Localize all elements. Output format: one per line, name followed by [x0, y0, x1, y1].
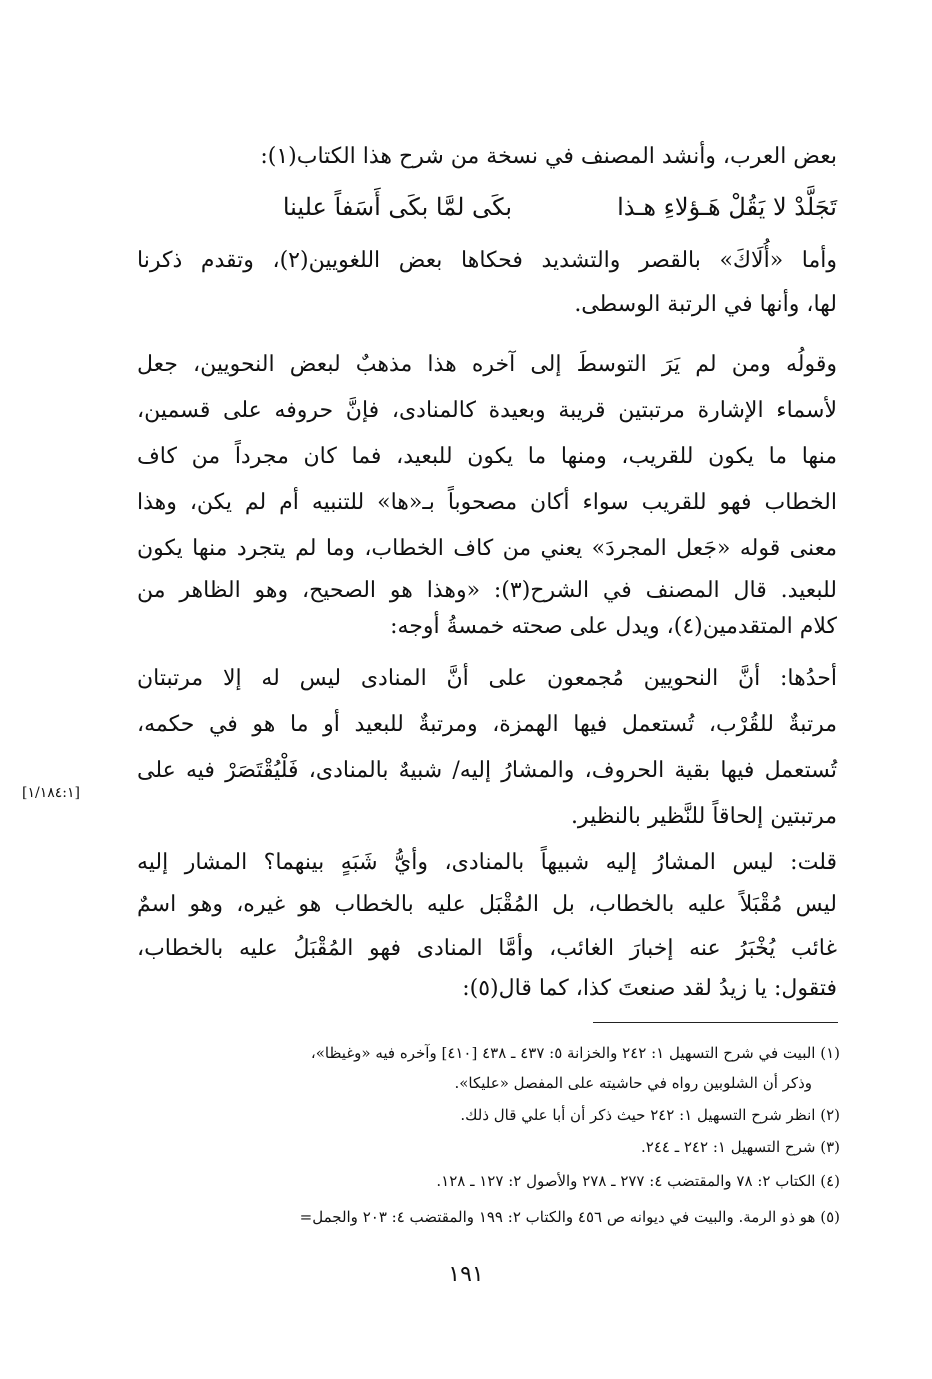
body-line: أحدُها: أنَّ النحويين مُجمعون على أنَّ المنادى ليس له إلا مرتبتان: [137, 666, 837, 691]
footnote: (١) البيت في شرح التسهيل ١: ٢٤٢ والخزانة ٥: ٤٣٧ ـ ٤٣٨ [٤١٠] وآخره فيه «وغيظا»،: [310, 1044, 840, 1062]
body-line: مرتبةٌ للقُرْب، تُستعمل فيها الهمزة، ومرتبةٌ للبعيد أو ما هو في حكمه،: [137, 712, 837, 737]
body-line: قلت: ليس المشارُ إليه شبيهاً بالمنادى، وأيُّ شَبَهٍ بينهما؟ المشار إليه: [137, 850, 837, 875]
body-line: وأما «أُلَاكَ» بالقصر والتشديد فحكاها بعض اللغويين(٢)، وتقدم ذكرنا: [137, 248, 837, 273]
body-line: الخطاب فهو للقريب سواء أكان مصحوباً بـ«ها» للتنبيه أم لم يكن، وهذا: [137, 490, 837, 515]
footnote: (٢) انظر شرح التسهيل ١: ٢٤٢ حيث ذكر أن أبا علي قال ذلك.: [460, 1106, 840, 1124]
body-line: تُستعمل فيها بقية الحروف، والمشارُ إليه/ شبيهٌ بالمنادى، فَلْيُقْتَصَرْ فيه على: [137, 758, 837, 783]
verse-second-hemistich: بكَى لمَّا بكَى أَسَفاً علينا: [282, 193, 512, 221]
margin-reference: [١/١٨٤:١]: [22, 785, 80, 801]
footnote: (٥) هو ذو الرمة. والبيت في ديوانه ص ٤٥٦ والكتاب ٢: ١٩٩ والمقتضب ٤: ٢٠٣ والجمل=: [299, 1208, 840, 1226]
body-line: كلام المتقدمين(٤)، ويدل على صحته خمسةُ أوجه:: [390, 614, 837, 639]
footnote: (٤) الكتاب ٢: ٧٨ والمقتضب ٤: ٢٧٧ ـ ٢٧٨ والأصول ٢: ١٢٧ ـ ١٢٨.: [436, 1172, 840, 1190]
body-line: منها ما يكون للقريب، ومنها ما يكون للبعيد، فما كان مجرداً من كاف: [137, 444, 837, 469]
body-line: بعض العرب، وأنشد المصنف في نسخة من شرح هذا الكتاب(١):: [260, 144, 837, 169]
footnote-continuation: وذكر أن الشلوبين رواه في حاشيته على المفصل «عليكا».: [454, 1074, 812, 1092]
footnote-separator: [593, 1022, 838, 1023]
body-line: لأسماء الإشارة مرتبتين قريبة وبعيدة كالمنادى، فإنَّ حروفه على قسمين،: [137, 398, 837, 423]
body-line: للبعيد. قال المصنف في الشرح(٣): «وهذا هو الصحيح، وهو الظاهر من: [137, 578, 837, 603]
body-line: لها، وأنها في الرتبة الوسطى.: [574, 292, 837, 317]
page-number: ١٩١: [448, 1262, 484, 1287]
body-line: معنى قوله «جَعل المجردَ» يعني من كاف الخطاب، وما لم يتجرد منها يكون: [137, 536, 837, 561]
footnote: (٣) شرح التسهيل ١: ٢٤٢ ـ ٢٤٤.: [640, 1138, 840, 1156]
verse-first-hemistich: تَجَلَّدْ لا يَقُلْ هَـؤلاءِ هـذا: [617, 193, 837, 221]
body-line: مرتبتين إلحاقاً للنَّظير بالنظير.: [570, 804, 837, 829]
body-line: وقولُه ومن لم يَرَ التوسطَ إلى آخره هذا مذهبٌ لبعض النحويين، جعل: [137, 352, 837, 377]
body-line: فتقول: يا زيدُ لقد صنعتَ كذا، كما قال(٥):: [462, 976, 837, 1001]
body-line: ليس مُقْبَلاً عليه بالخطاب، بل المُقْبَل عليه بالخطاب هو غيره، وهو اسمٌ: [137, 892, 837, 917]
body-line: غائب يُخْبَرُ عنه إخبارَ الغائب، وأمَّا المنادى فهو المُقْبَلُ عليه بالخطاب،: [137, 936, 837, 961]
